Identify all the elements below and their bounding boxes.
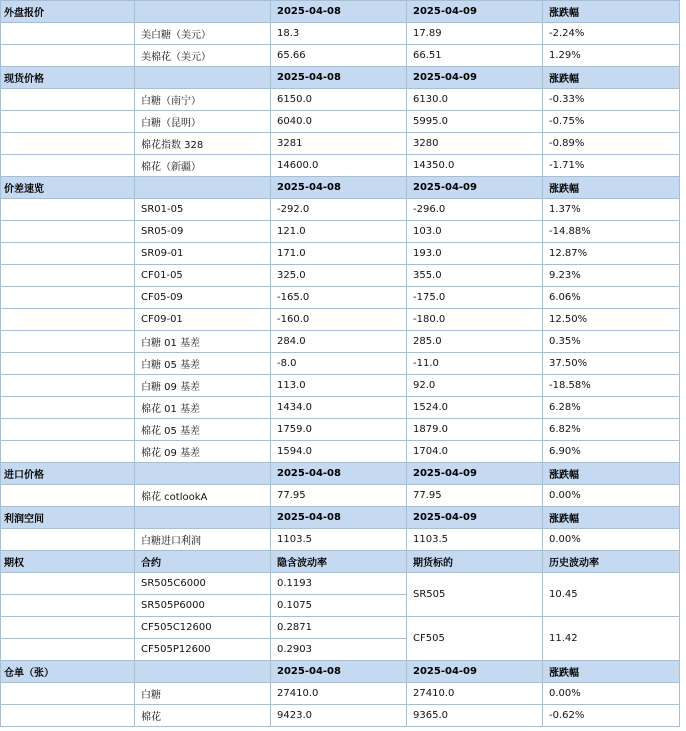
historical-volatility: 10.45 bbox=[543, 573, 680, 617]
value-prev: 6150.0 bbox=[271, 89, 407, 111]
value-curr: 9365.0 bbox=[407, 705, 543, 727]
option-contract: SR505P6000 bbox=[135, 595, 271, 617]
row-label: 白糖（昆明） bbox=[135, 111, 271, 133]
implied-volatility: 0.1193 bbox=[271, 573, 407, 595]
column-header: 2025-04-09 bbox=[407, 507, 543, 529]
value-prev: 1103.5 bbox=[271, 529, 407, 551]
column-header bbox=[135, 67, 271, 89]
column-header: 期货标的 bbox=[407, 551, 543, 573]
section-header-row bbox=[1, 463, 680, 485]
value-prev: 171.0 bbox=[271, 243, 407, 265]
section-title: 进口价格 bbox=[1, 463, 135, 485]
table-row bbox=[1, 23, 680, 45]
value-prev: 27410.0 bbox=[271, 683, 407, 705]
table-row bbox=[1, 133, 680, 155]
column-header: 涨跌幅 bbox=[543, 1, 680, 23]
row-label: CF09-01 bbox=[135, 309, 271, 331]
column-header bbox=[135, 177, 271, 199]
change-pct: -0.62% bbox=[543, 705, 680, 727]
value-curr: 193.0 bbox=[407, 243, 543, 265]
value-prev: 6040.0 bbox=[271, 111, 407, 133]
value-curr: -296.0 bbox=[407, 199, 543, 221]
value-prev: 325.0 bbox=[271, 265, 407, 287]
section-title: 现货价格 bbox=[1, 67, 135, 89]
column-header: 2025-04-09 bbox=[407, 1, 543, 23]
value-curr: 1524.0 bbox=[407, 397, 543, 419]
table-row bbox=[1, 331, 680, 353]
row-label: 棉花 bbox=[135, 705, 271, 727]
section-title: 利润空间 bbox=[1, 507, 135, 529]
column-header bbox=[135, 661, 271, 683]
section-title: 外盘报价 bbox=[1, 1, 135, 23]
column-header: 涨跌幅 bbox=[543, 67, 680, 89]
option-contract: SR505C6000 bbox=[135, 573, 271, 595]
value-curr: 5995.0 bbox=[407, 111, 543, 133]
value-curr: 285.0 bbox=[407, 331, 543, 353]
section-gutter bbox=[1, 287, 135, 309]
value-prev: 1759.0 bbox=[271, 419, 407, 441]
options-row bbox=[1, 617, 680, 639]
value-prev: 3281 bbox=[271, 133, 407, 155]
row-label: CF01-05 bbox=[135, 265, 271, 287]
section-gutter bbox=[1, 23, 135, 45]
table-row bbox=[1, 265, 680, 287]
table-row bbox=[1, 287, 680, 309]
change-pct: -2.24% bbox=[543, 23, 680, 45]
section-gutter bbox=[1, 265, 135, 287]
section-gutter bbox=[1, 45, 135, 67]
row-label: SR09-01 bbox=[135, 243, 271, 265]
column-header bbox=[135, 507, 271, 529]
section-gutter bbox=[1, 375, 135, 397]
column-header: 涨跌幅 bbox=[543, 177, 680, 199]
table-row bbox=[1, 199, 680, 221]
table-row bbox=[1, 397, 680, 419]
row-label: CF05-09 bbox=[135, 287, 271, 309]
value-curr: -180.0 bbox=[407, 309, 543, 331]
table-row bbox=[1, 243, 680, 265]
column-header: 合约 bbox=[135, 551, 271, 573]
column-header: 涨跌幅 bbox=[543, 507, 680, 529]
implied-volatility: 0.2903 bbox=[271, 639, 407, 661]
change-pct: -14.88% bbox=[543, 221, 680, 243]
change-pct: 9.23% bbox=[543, 265, 680, 287]
section-title: 仓单（张） bbox=[1, 661, 135, 683]
section-gutter bbox=[1, 595, 135, 617]
section-gutter bbox=[1, 617, 135, 639]
row-label: 白糖 bbox=[135, 683, 271, 705]
value-prev: 9423.0 bbox=[271, 705, 407, 727]
value-curr: -11.0 bbox=[407, 353, 543, 375]
change-pct: 6.06% bbox=[543, 287, 680, 309]
section-gutter bbox=[1, 683, 135, 705]
section-gutter bbox=[1, 573, 135, 595]
change-pct: 12.50% bbox=[543, 309, 680, 331]
section-gutter bbox=[1, 639, 135, 661]
row-label: 棉花（新疆） bbox=[135, 155, 271, 177]
value-prev: -165.0 bbox=[271, 287, 407, 309]
column-header bbox=[135, 463, 271, 485]
row-label: 美棉花（美元） bbox=[135, 45, 271, 67]
row-label: 白糖 09 基差 bbox=[135, 375, 271, 397]
table-row bbox=[1, 375, 680, 397]
value-curr: 103.0 bbox=[407, 221, 543, 243]
implied-volatility: 0.1075 bbox=[271, 595, 407, 617]
value-prev: 65.66 bbox=[271, 45, 407, 67]
options-header-row bbox=[1, 551, 680, 573]
row-label: 白糖进口利润 bbox=[135, 529, 271, 551]
value-prev: 121.0 bbox=[271, 221, 407, 243]
change-pct: -0.89% bbox=[543, 133, 680, 155]
column-header bbox=[135, 1, 271, 23]
value-curr: 27410.0 bbox=[407, 683, 543, 705]
value-prev: -160.0 bbox=[271, 309, 407, 331]
column-header: 2025-04-09 bbox=[407, 661, 543, 683]
row-label: 棉花 09 基差 bbox=[135, 441, 271, 463]
section-gutter bbox=[1, 419, 135, 441]
change-pct: 1.29% bbox=[543, 45, 680, 67]
value-prev: 113.0 bbox=[271, 375, 407, 397]
column-header: 2025-04-08 bbox=[271, 1, 407, 23]
historical-volatility: 11.42 bbox=[543, 617, 680, 661]
option-contract: CF505C12600 bbox=[135, 617, 271, 639]
change-pct: 0.00% bbox=[543, 485, 680, 507]
section-gutter bbox=[1, 111, 135, 133]
change-pct: 0.00% bbox=[543, 529, 680, 551]
column-header: 2025-04-08 bbox=[271, 507, 407, 529]
row-label: 棉花 05 基差 bbox=[135, 419, 271, 441]
value-prev: -292.0 bbox=[271, 199, 407, 221]
table-row bbox=[1, 419, 680, 441]
column-header: 2025-04-08 bbox=[271, 67, 407, 89]
value-curr: 3280 bbox=[407, 133, 543, 155]
change-pct: 6.28% bbox=[543, 397, 680, 419]
row-label: 白糖（南宁） bbox=[135, 89, 271, 111]
options-row bbox=[1, 573, 680, 595]
section-gutter bbox=[1, 243, 135, 265]
value-prev: 284.0 bbox=[271, 331, 407, 353]
section-gutter bbox=[1, 155, 135, 177]
section-gutter bbox=[1, 199, 135, 221]
value-curr: 1103.5 bbox=[407, 529, 543, 551]
value-prev: -8.0 bbox=[271, 353, 407, 375]
futures-underlying: SR505 bbox=[407, 573, 543, 617]
change-pct: -18.58% bbox=[543, 375, 680, 397]
section-gutter bbox=[1, 529, 135, 551]
section-gutter bbox=[1, 397, 135, 419]
column-header: 2025-04-08 bbox=[271, 661, 407, 683]
table-row bbox=[1, 485, 680, 507]
section-header-row bbox=[1, 1, 680, 23]
value-curr: 66.51 bbox=[407, 45, 543, 67]
section-gutter bbox=[1, 133, 135, 155]
table-row bbox=[1, 221, 680, 243]
row-label: 棉花指数 328 bbox=[135, 133, 271, 155]
section-gutter bbox=[1, 441, 135, 463]
change-pct: 12.87% bbox=[543, 243, 680, 265]
futures-underlying: CF505 bbox=[407, 617, 543, 661]
section-gutter bbox=[1, 353, 135, 375]
change-pct: 0.00% bbox=[543, 683, 680, 705]
column-header: 2025-04-09 bbox=[407, 463, 543, 485]
section-header-row bbox=[1, 177, 680, 199]
value-prev: 77.95 bbox=[271, 485, 407, 507]
row-label: 棉花 01 基差 bbox=[135, 397, 271, 419]
change-pct: 6.90% bbox=[543, 441, 680, 463]
column-header: 历史波动率 bbox=[543, 551, 680, 573]
table-row bbox=[1, 705, 680, 727]
value-curr: 355.0 bbox=[407, 265, 543, 287]
table-row bbox=[1, 111, 680, 133]
value-prev: 18.3 bbox=[271, 23, 407, 45]
row-label: SR01-05 bbox=[135, 199, 271, 221]
column-header: 涨跌幅 bbox=[543, 661, 680, 683]
table-row bbox=[1, 89, 680, 111]
column-header: 2025-04-09 bbox=[407, 177, 543, 199]
row-label: 白糖 05 基差 bbox=[135, 353, 271, 375]
column-header: 2025-04-08 bbox=[271, 463, 407, 485]
column-header: 2025-04-09 bbox=[407, 67, 543, 89]
section-gutter bbox=[1, 331, 135, 353]
value-curr: 1704.0 bbox=[407, 441, 543, 463]
section-header-row bbox=[1, 67, 680, 89]
section-title: 期权 bbox=[1, 551, 135, 573]
value-curr: 77.95 bbox=[407, 485, 543, 507]
section-title: 价差速览 bbox=[1, 177, 135, 199]
section-gutter bbox=[1, 705, 135, 727]
value-curr: 17.89 bbox=[407, 23, 543, 45]
change-pct: -1.71% bbox=[543, 155, 680, 177]
section-header-row bbox=[1, 661, 680, 683]
change-pct: 1.37% bbox=[543, 199, 680, 221]
column-header: 涨跌幅 bbox=[543, 463, 680, 485]
column-header: 2025-04-08 bbox=[271, 177, 407, 199]
section-header-row bbox=[1, 507, 680, 529]
table-row bbox=[1, 155, 680, 177]
table-row bbox=[1, 45, 680, 67]
value-prev: 1594.0 bbox=[271, 441, 407, 463]
change-pct: 0.35% bbox=[543, 331, 680, 353]
table-row bbox=[1, 309, 680, 331]
change-pct: 37.50% bbox=[543, 353, 680, 375]
change-pct: -0.33% bbox=[543, 89, 680, 111]
section-gutter bbox=[1, 485, 135, 507]
option-contract: CF505P12600 bbox=[135, 639, 271, 661]
row-label: 美白糖（美元） bbox=[135, 23, 271, 45]
section-gutter bbox=[1, 221, 135, 243]
table-row bbox=[1, 441, 680, 463]
column-header: 隐含波动率 bbox=[271, 551, 407, 573]
row-label: 白糖 01 基差 bbox=[135, 331, 271, 353]
value-curr: 92.0 bbox=[407, 375, 543, 397]
value-curr: 6130.0 bbox=[407, 89, 543, 111]
value-curr: -175.0 bbox=[407, 287, 543, 309]
row-label: 棉花 cotlookA bbox=[135, 485, 271, 507]
section-gutter bbox=[1, 309, 135, 331]
row-label: SR05-09 bbox=[135, 221, 271, 243]
value-prev: 1434.0 bbox=[271, 397, 407, 419]
implied-volatility: 0.2871 bbox=[271, 617, 407, 639]
change-pct: -0.75% bbox=[543, 111, 680, 133]
table-row bbox=[1, 529, 680, 551]
section-gutter bbox=[1, 89, 135, 111]
table-row bbox=[1, 353, 680, 375]
value-prev: 14600.0 bbox=[271, 155, 407, 177]
value-curr: 1879.0 bbox=[407, 419, 543, 441]
table-row bbox=[1, 683, 680, 705]
value-curr: 14350.0 bbox=[407, 155, 543, 177]
change-pct: 6.82% bbox=[543, 419, 680, 441]
